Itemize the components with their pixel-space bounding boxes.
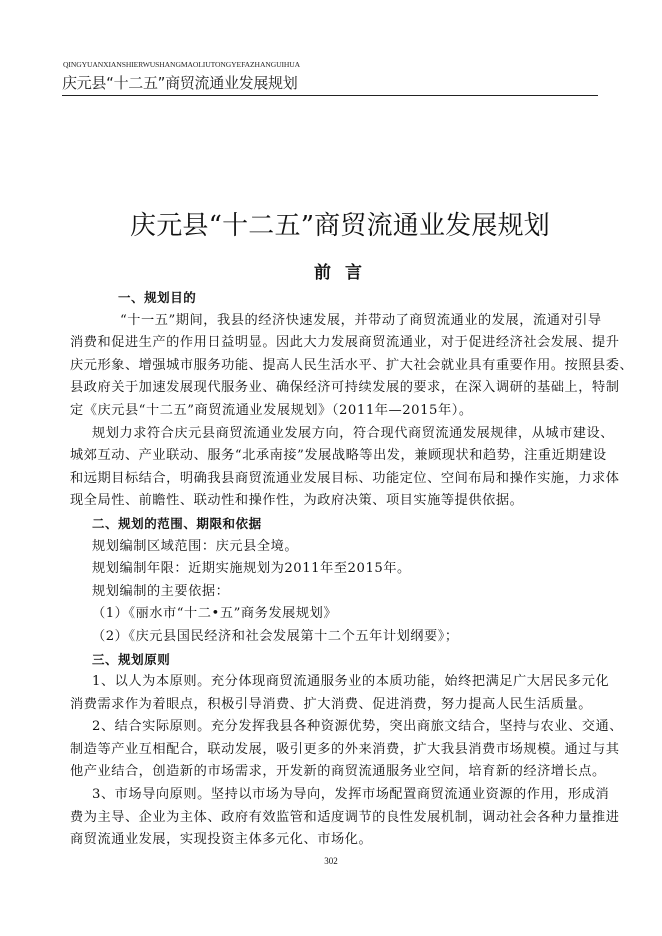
paragraph-line: （2）《庆元县国民经济和社会发展第十二个五年计划纲要》；: [92, 628, 459, 644]
paragraph-line: 他产业结合，创造新的市场需求，开发新的商贸流通服务业空间，培育新的经济增长点。: [70, 764, 606, 780]
paragraph-line: 和远期目标结合，明确我县商贸流通业发展目标、功能定位、空间布局和操作实施，力求体: [70, 470, 620, 486]
section-heading: 一、规划目的: [118, 290, 197, 305]
paragraph-line: 消费和促进生产的作用日益明显。因此大力发展商贸流通业，对于促进经济社会发展、提升: [70, 335, 620, 351]
paragraph-line: 消费需求作为着眼点，积极引导消费、扩大消费、促进消费，努力提高人民生活质量。: [70, 696, 593, 712]
paragraph-line: 制造等产业互相配合，联动发展，吸引更多的外来消费，扩大我县消费市场规模。通过与其: [70, 741, 620, 757]
section-heading: 二、规划的范围、期限和依据: [92, 515, 262, 531]
paragraph-line: 规划编制的主要依据：: [92, 583, 230, 599]
paragraph-line: 费为主导、企业为主体、政府有效监管和适度调节的良性发展机制，调动社会各种力量推进: [70, 809, 620, 825]
header-pinyin: QINGYUANXIANSHIERWUSHANGMAOLIUTONGYEFAZHANGUIHUA: [63, 60, 301, 69]
paragraph-line: 商贸流通业发展，实现投资主体多元化、市场化。: [70, 832, 373, 848]
paragraph-line: 2、结合实际原则。充分发挥我县各种资源优势，突出商旅文结合，坚持与农业、交通、: [92, 719, 623, 735]
header-title: 庆元县“十二五”商贸流通业发展规划: [62, 74, 298, 92]
paragraph-line: 3、市场导向原则。坚持以市场为导向，发挥市场配置商贸流通业资源的作用，形成消: [92, 787, 610, 803]
paragraph-line: 县政府关于加速发展现代服务业、确保经济可持续发展的要求，在深入调研的基础上，特制: [70, 380, 620, 396]
section-heading: 三、规划原则: [92, 651, 171, 667]
paragraph-line: 1、以人为本原则。充分体现商贸流通服务业的本质功能，始终把满足广大居民多元化: [92, 674, 610, 690]
paragraph-line: （1）《丽水市“十二•五”商务发展规划》: [92, 606, 338, 622]
paragraph-line: 庆元形象、增强城市服务功能、提高人民生活水平、扩大社会就业具有重要作用。按照县委、: [70, 357, 634, 373]
paragraph-line: “十一五”期间，我县的经济快速发展，并带动了商贸流通业的发展，流通对引导: [120, 312, 602, 328]
document-body: [70, 287, 634, 852]
preface-heading: 前言: [314, 263, 376, 283]
document-title: 庆元县“十二五”商贸流通业发展规划: [130, 211, 550, 241]
paragraph-line: 规划编制年限：近期实施规划为2011年至2015年。: [92, 561, 411, 577]
paragraph-line: 定《庆元县“十二五”商贸流通业发展规划》（2011年—2015年）。: [70, 402, 473, 418]
paragraph-line: 规划力求符合庆元县商贸流通业发展方向，符合现代商贸流通发展规律，从城市建设、: [92, 425, 615, 441]
paragraph-line: 现全局性、前瞻性、联动性和操作性，为政府决策、项目实施等提供依据。: [70, 493, 524, 509]
page-number: 302: [324, 856, 338, 866]
paragraph-line: 城郊互动、产业联动、服务“北承南接”发展战略等出发，兼顾现状和趋势，注重近期建设: [70, 448, 607, 464]
paragraph-line: 规划编制区域范围：庆元县全境。: [92, 538, 299, 554]
header-rule: [62, 95, 598, 96]
